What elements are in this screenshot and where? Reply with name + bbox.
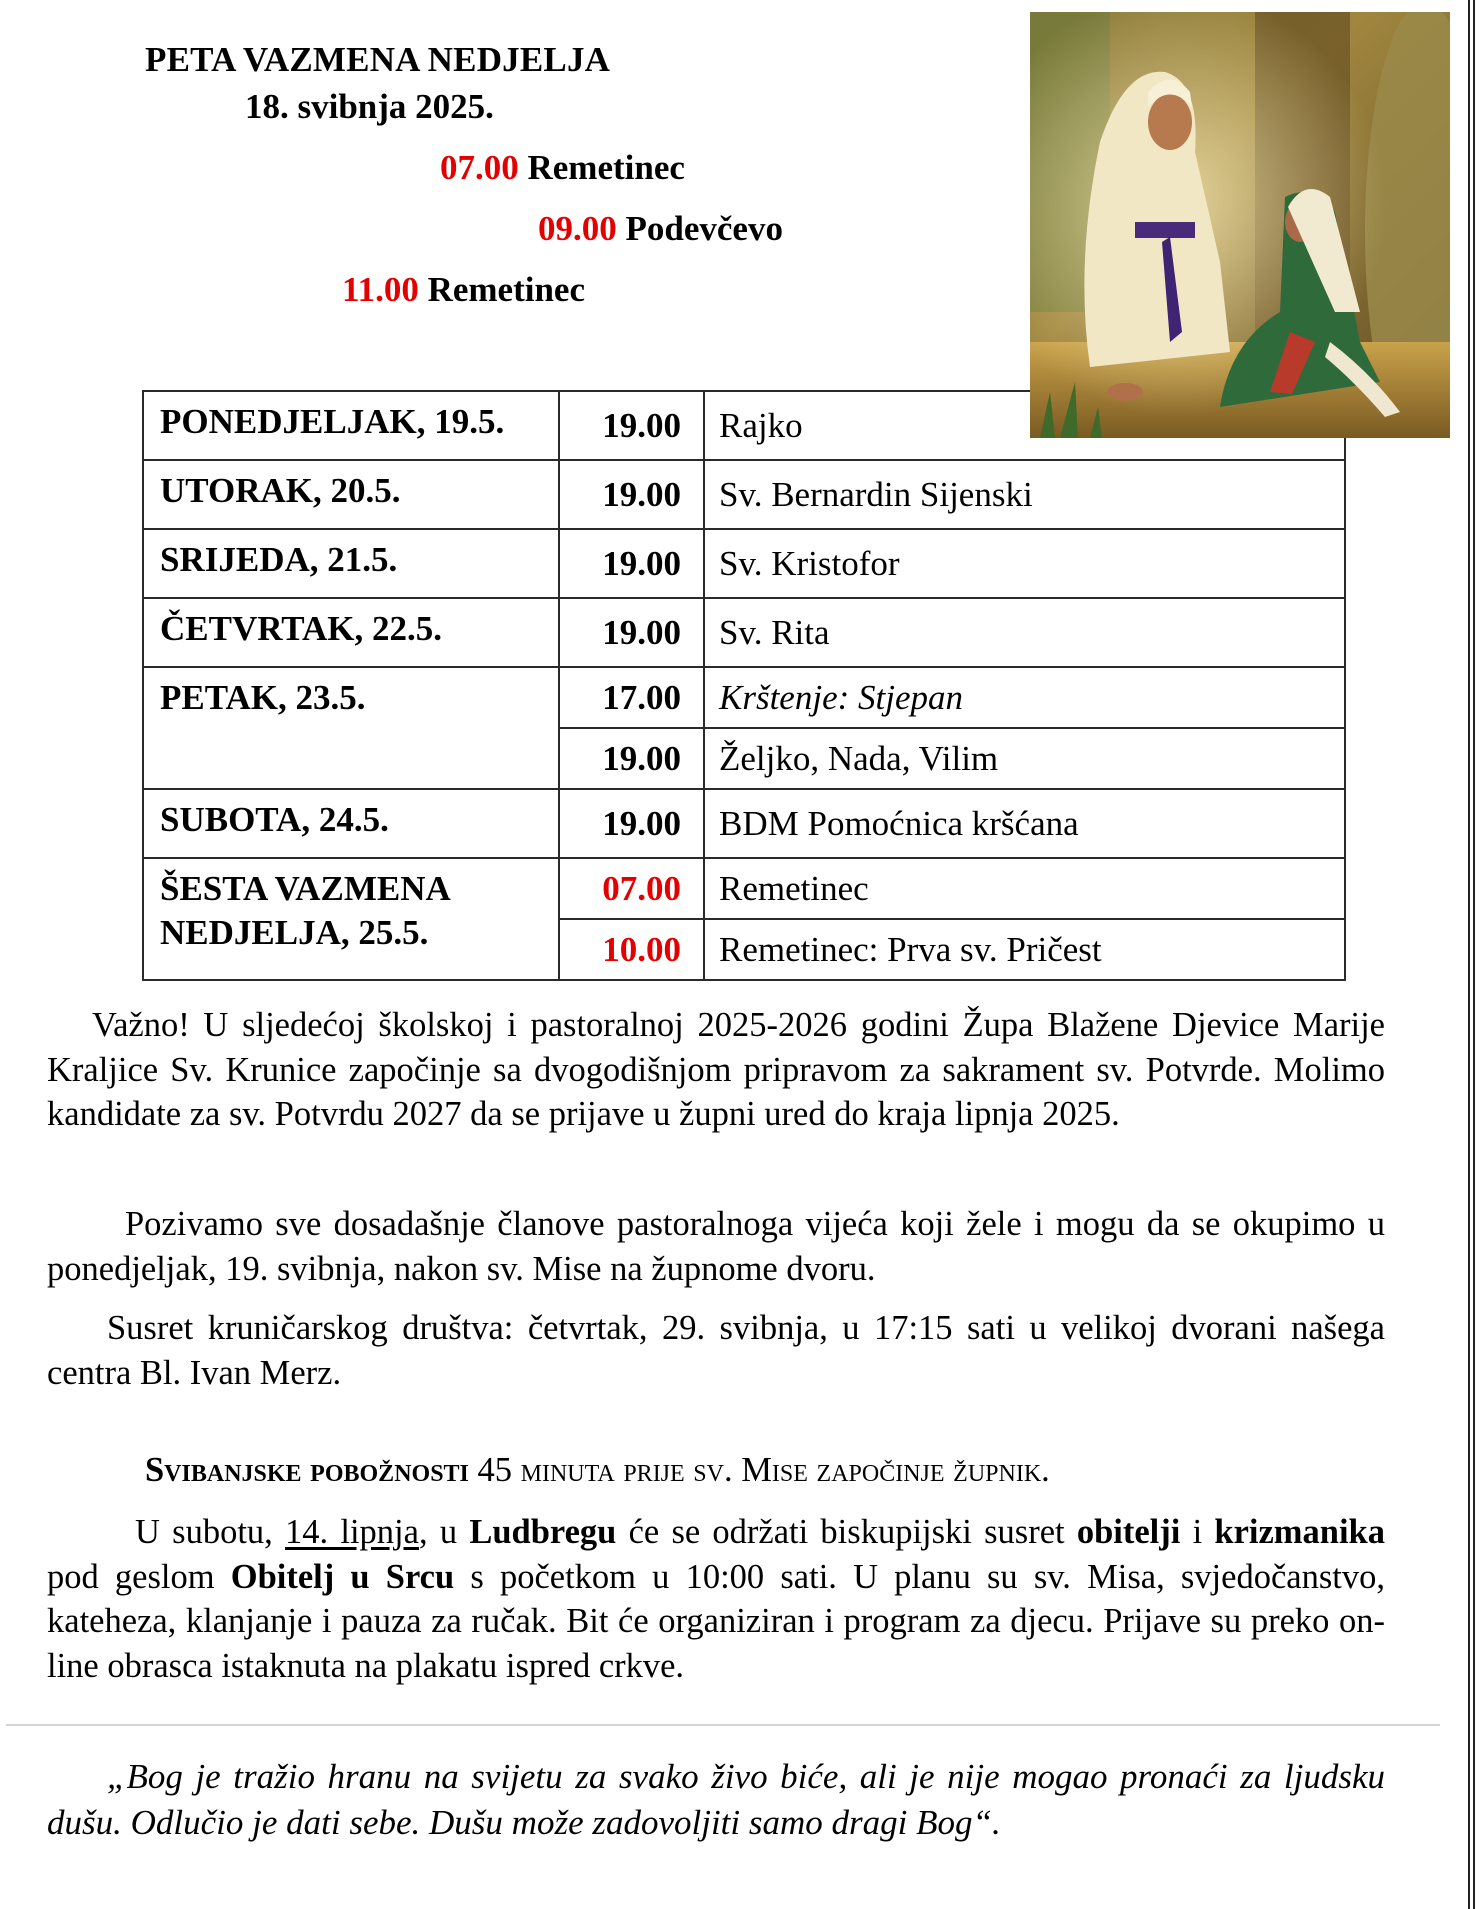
time-cell: 19.00 (559, 728, 704, 789)
page-date: 18. svibnja 2025. (245, 87, 494, 126)
emphasis: krizmanika (1214, 1513, 1385, 1551)
table-row (143, 858, 1345, 919)
text-run: , u (418, 1513, 470, 1551)
text-run: i (1180, 1513, 1215, 1551)
table-row (143, 789, 1345, 858)
announcement-pastoral-council (47, 1202, 1385, 1291)
day-cell: SRIJEDA, 21.5. (143, 529, 559, 598)
time-cell: 10.00 (559, 919, 704, 980)
closing-quote (47, 1754, 1385, 1846)
text-run: će se održati biskupijski susret (616, 1513, 1077, 1551)
emphasis: obitelji (1076, 1513, 1181, 1551)
announcement-confirmation (47, 1003, 1385, 1137)
announcement-may-devotions (145, 1448, 1050, 1493)
table-row (143, 460, 1345, 529)
day-cell: ČETVRTAK, 22.5. (143, 598, 559, 667)
event-motto: Obitelj u Srcu (230, 1557, 455, 1596)
intention-cell: Sv. Bernardin Sijenski (704, 460, 1345, 529)
quote-text: „Bog je tražio hranu na svijetu za svako živo biće, ali je nije mogao pronaći za ljudsku dušu. Odlučio je dati sebe. Dušu može zadovoljiti samo dragi Bog“. (47, 1757, 1385, 1842)
table-row (143, 529, 1345, 598)
mass-time: 11.00 (342, 270, 419, 309)
sunday-mass-item (440, 148, 685, 188)
intention-cell: Sv. Kristofor (704, 529, 1345, 598)
intention-cell: Remetinec (704, 858, 1345, 919)
mass-place: Remetinec (427, 270, 585, 309)
mass-place: Remetinec (527, 148, 685, 187)
intention-cell: Remetinec: Prva sv. Pričest (704, 919, 1345, 980)
time-cell: 19.00 (559, 789, 704, 858)
mass-time: 09.00 (538, 209, 617, 248)
time-cell: 19.00 (559, 598, 704, 667)
table-row (143, 598, 1345, 667)
announcement-rosary-society (47, 1306, 1385, 1395)
mass-time: 07.00 (440, 148, 519, 187)
intention-cell: Sv. Rita (704, 598, 1345, 667)
announcement-text: Važno! U sljedećoj školskoj i pastoralnoj 2025-2026 godini Župa Blažene Djevice Marije Kraljice Sv. Krunice započinje sa dvogodišnjom pripravom za sakrament sv. Potvrde. Molimo kandidate za sv. Potvrdu 2027 da se prijave u župni ured do kraja lipnja 2025. (47, 1006, 1385, 1133)
announcement-text: 45 minuta prije sv. Mise započinje župnik. (468, 1451, 1050, 1489)
text-run: pod geslom (47, 1557, 231, 1596)
event-date: 14. lipnja (285, 1513, 419, 1551)
day-cell: ŠESTA VAZMENA NEDJELJA, 25.5. (143, 858, 559, 980)
intention-cell: BDM Pomoćnica kršćana (704, 789, 1345, 858)
day-cell: PONEDJELJAK, 19.5. (143, 391, 559, 460)
announcement-text: Pozivamo sve dosadašnje članove pastoralnoga vijeća koji žele i mogu da se okupimo u ponedjeljak, 19. svibnja, nakon sv. Mise na župnome dvoru. (47, 1205, 1385, 1288)
sunday-mass-item (342, 270, 585, 310)
table-row (143, 667, 1345, 728)
page-border (1468, 0, 1475, 1909)
announcement-heading: Svibanjske pobožnosti (145, 1451, 469, 1489)
page-title: PETA VAZMENA NEDJELJA (145, 40, 611, 79)
day-cell: UTORAK, 20.5. (143, 460, 559, 529)
text-run: U subotu, (135, 1513, 286, 1551)
day-cell: PETAK, 23.5. (143, 667, 559, 789)
time-cell: 19.00 (559, 391, 704, 460)
announcement-text: Susret kruničarskog društva: četvrtak, 29. svibnja, u 17:15 sati u velikoj dvorani našega centra Bl. Ivan Merz. (47, 1309, 1385, 1392)
mass-place: Podevčevo (625, 209, 783, 248)
time-cell: 07.00 (559, 858, 704, 919)
mass-schedule-table (142, 390, 1346, 981)
intention-cell: Željko, Nada, Vilim (704, 728, 1345, 789)
sunday-mass-item (538, 209, 783, 249)
announcement-diocesan-meeting (47, 1510, 1385, 1688)
text-run: s početkom u 10:00 sati. U planu su sv. Misa, svjedočanstvo, kateheza, klanjanje i pauza za ručak. Bit će organiziran i program za djecu. Prijave su preko on-line obrasca istaknuta na plakatu ispred crkve. (47, 1557, 1385, 1685)
intention-cell: Rajko (704, 391, 1345, 460)
time-cell: 19.00 (559, 529, 704, 598)
divider (6, 1724, 1440, 1726)
day-cell: SUBOTA, 24.5. (143, 789, 559, 858)
intention-cell: Krštenje: Stjepan (704, 667, 1345, 728)
religious-painting (1030, 12, 1450, 438)
event-place: Ludbregu (469, 1513, 617, 1551)
time-cell: 17.00 (559, 667, 704, 728)
time-cell: 19.00 (559, 460, 704, 529)
